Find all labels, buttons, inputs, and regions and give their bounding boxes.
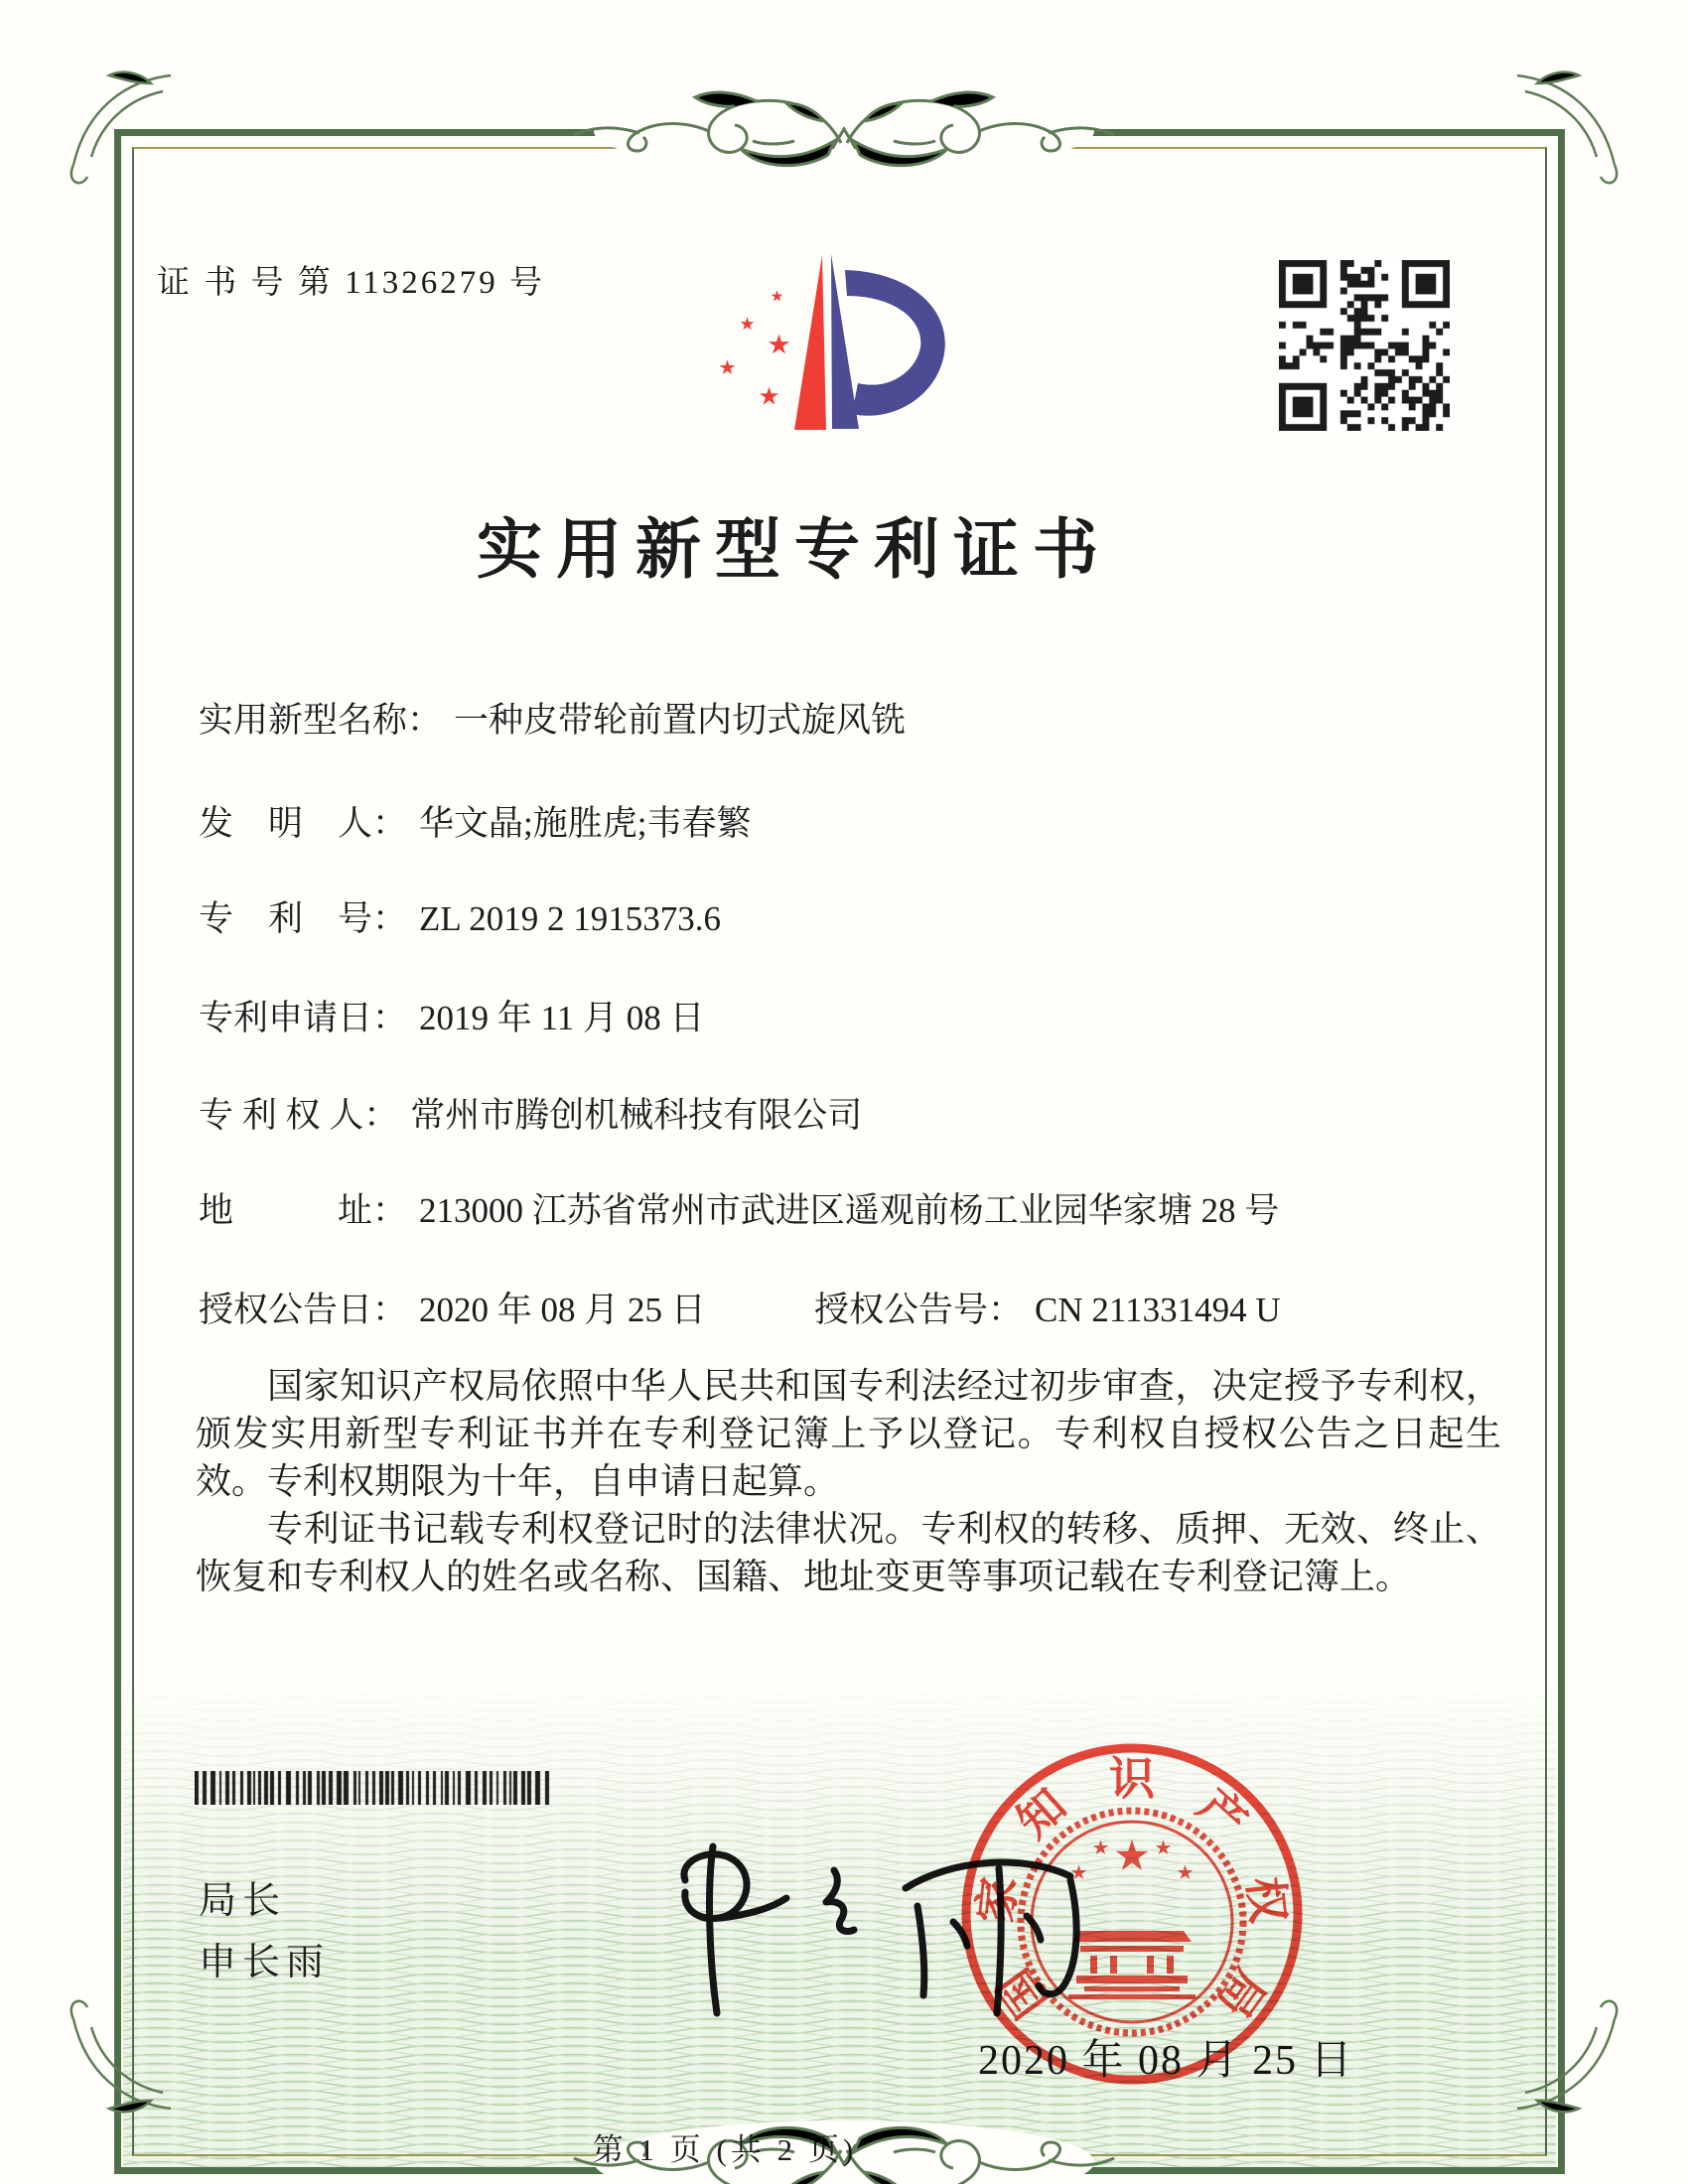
field-value: 常州市腾创机械科技有限公司	[410, 1096, 863, 1135]
field-label: 实用新型名称：	[199, 701, 443, 740]
field-address	[199, 1183, 1279, 1233]
field-label: 专 利 号：	[199, 899, 408, 938]
cnipa-logo-icon	[683, 244, 945, 445]
certificate-title: 实用新型专利证书	[477, 514, 1112, 587]
field-value: 213000 江苏省常州市武进区遥观前杨工业园华家塘 28 号	[419, 1191, 1280, 1230]
seal-date: 2020 年 08 月 25 日	[978, 2038, 1354, 2084]
field-label: 专 利 权 人：	[199, 1096, 399, 1135]
svg-text:国: 国	[988, 1960, 1057, 2027]
field-label: 授权公告号：	[814, 1291, 1024, 1329]
field-value: 2020 年 08 月 25 日	[419, 1291, 706, 1329]
field-label: 授权公告日：	[199, 1291, 408, 1329]
field-label: 地 址：	[199, 1191, 408, 1230]
field-grant-number	[814, 1283, 1281, 1332]
corner-ornament-bottom-left	[52, 1993, 181, 2122]
svg-text:局: 局	[1206, 1960, 1276, 2027]
field-value: ZL 2019 2 1915373.6	[419, 899, 721, 938]
field-value: 2019 年 11 月 08 日	[419, 999, 705, 1037]
svg-text:产: 产	[1188, 1779, 1257, 1848]
certificate-number: 证 书 号 第 11326279 号	[157, 265, 546, 301]
officer-title: 局长	[199, 1880, 287, 1922]
qr-code	[1279, 260, 1450, 431]
top-flourish-ornament	[566, 81, 1122, 181]
officer-name: 申长雨	[199, 1942, 331, 1983]
svg-text:家: 家	[970, 1874, 1026, 1926]
field-label: 专利申请日：	[199, 999, 408, 1037]
field-value: CN 211331494 U	[1035, 1291, 1281, 1329]
field-inventors	[199, 796, 751, 846]
corner-ornament-top-left	[52, 62, 181, 191]
legal-paragraph: 国家知识产权局依照中华人民共和国专利法经过初步审查，决定授予专利权，颁发实用新型专利证书并在专利登记簿上予以登记。专利权自授权公告之日起生效。专利权期限为十年，自申请日起算。	[196, 1366, 1501, 1501]
svg-text:知: 知	[1007, 1779, 1076, 1848]
national-emblem	[1021, 1811, 1243, 2033]
field-value: 一种皮带轮前置内切式旋风铣	[454, 701, 907, 740]
field-grant-date-and-number	[199, 1283, 1281, 1332]
legal-text	[196, 1362, 1501, 1600]
corner-ornament-top-right	[1507, 62, 1636, 191]
barcode	[195, 1771, 552, 1805]
page-footer: 第 1 页 (共 2 页)	[592, 2132, 858, 2167]
field-filing-date	[199, 991, 704, 1040]
svg-text:权: 权	[1238, 1874, 1294, 1926]
legal-paragraph: 专利证书记载专利权登记时的法律状况。专利权的转移、质押、无效、终止、恢复和专利权人的姓名或名称、国籍、地址变更等事项记载在专利登记簿上。	[196, 1509, 1501, 1596]
corner-ornament-bottom-right	[1507, 1993, 1636, 2122]
svg-text:识: 识	[1109, 1753, 1155, 1805]
officer-block	[199, 1870, 330, 1993]
field-label: 发 明 人：	[199, 804, 408, 843]
field-patentee	[199, 1088, 862, 1138]
field-utility-model-name	[199, 693, 906, 743]
field-value: 华文晶;施胜虎;韦春繁	[419, 804, 752, 843]
field-patent-number	[199, 891, 721, 941]
